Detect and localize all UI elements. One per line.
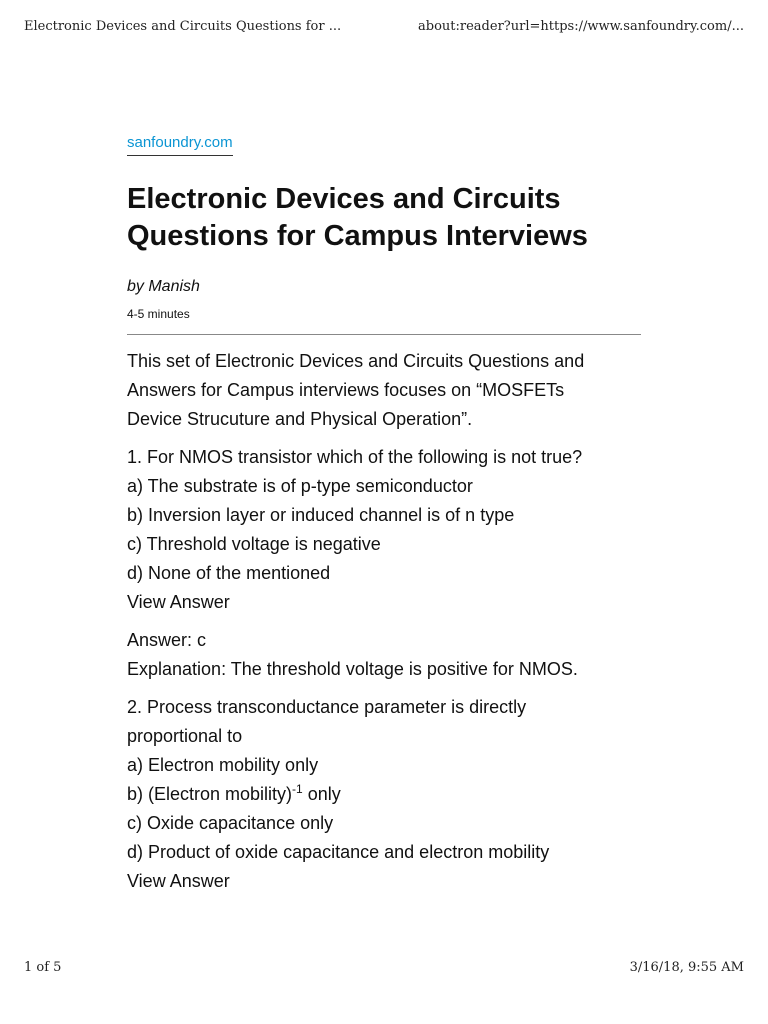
reading-time: 4-5 minutes (127, 307, 190, 321)
question-2-text-line-1: 2. Process transconductance parameter is directly (127, 697, 527, 717)
print-header (24, 19, 744, 39)
question-1-text: 1. For NMOS transistor which of the following is not true? (127, 447, 583, 467)
question-2-option-b-prefix: b) (Electron mobility) (127, 784, 293, 804)
question-1-option-d: d) None of the mentioned (127, 563, 331, 583)
article-title-line-2: Questions for Campus Interviews (127, 220, 588, 252)
intro-paragraph (127, 347, 641, 434)
question-1-option-a: a) The substrate is of p-type semiconductor (127, 476, 473, 496)
header-url: about:reader?url=https://www.sanfoundry.com/... (418, 19, 744, 34)
question-2-option-b-exponent: -1 (292, 782, 303, 796)
header-divider (127, 334, 641, 335)
question-1-answer (127, 626, 641, 684)
header-page-title: Electronic Devices and Circuits Questions for ... (24, 19, 342, 34)
source-domain-link[interactable]: sanfoundry.com (127, 134, 233, 156)
question-2-option-a: a) Electron mobility only (127, 755, 319, 775)
question-1-option-b: b) Inversion layer or induced channel is of n type (127, 505, 515, 525)
footer-page-number: 1 of 5 (24, 960, 62, 975)
question-2-text-line-2: proportional to (127, 726, 243, 746)
question-1-explanation: Explanation: The threshold voltage is positive for NMOS. (127, 659, 578, 679)
intro-line: Device Strucuture and Physical Operation”. (127, 409, 473, 429)
question-2-view-answer-button[interactable]: View Answer (127, 871, 230, 891)
question-1 (127, 443, 641, 617)
reader-article (127, 134, 641, 905)
article-title (127, 181, 641, 255)
intro-line: Answers for Campus interviews focuses on “MOSFETs (127, 380, 565, 400)
question-1-answer-text: Answer: c (127, 630, 207, 650)
question-2-option-d: d) Product of oxide capacitance and electron mobility (127, 842, 550, 862)
article-title-line-1: Electronic Devices and Circuits (127, 183, 561, 215)
question-1-option-c: c) Threshold voltage is negative (127, 534, 381, 554)
question-2-option-b-suffix: only (302, 784, 341, 804)
intro-line: This set of Electronic Devices and Circuits Questions and (127, 351, 585, 371)
question-2-option-b (127, 780, 641, 809)
print-footer (24, 960, 744, 980)
footer-datetime: 3/16/18, 9:55 AM (629, 960, 744, 975)
question-2-option-c: c) Oxide capacitance only (127, 813, 334, 833)
article-byline: by Manish (127, 278, 200, 295)
article-content (127, 347, 641, 896)
question-2 (127, 693, 641, 896)
question-1-view-answer-button[interactable]: View Answer (127, 592, 230, 612)
